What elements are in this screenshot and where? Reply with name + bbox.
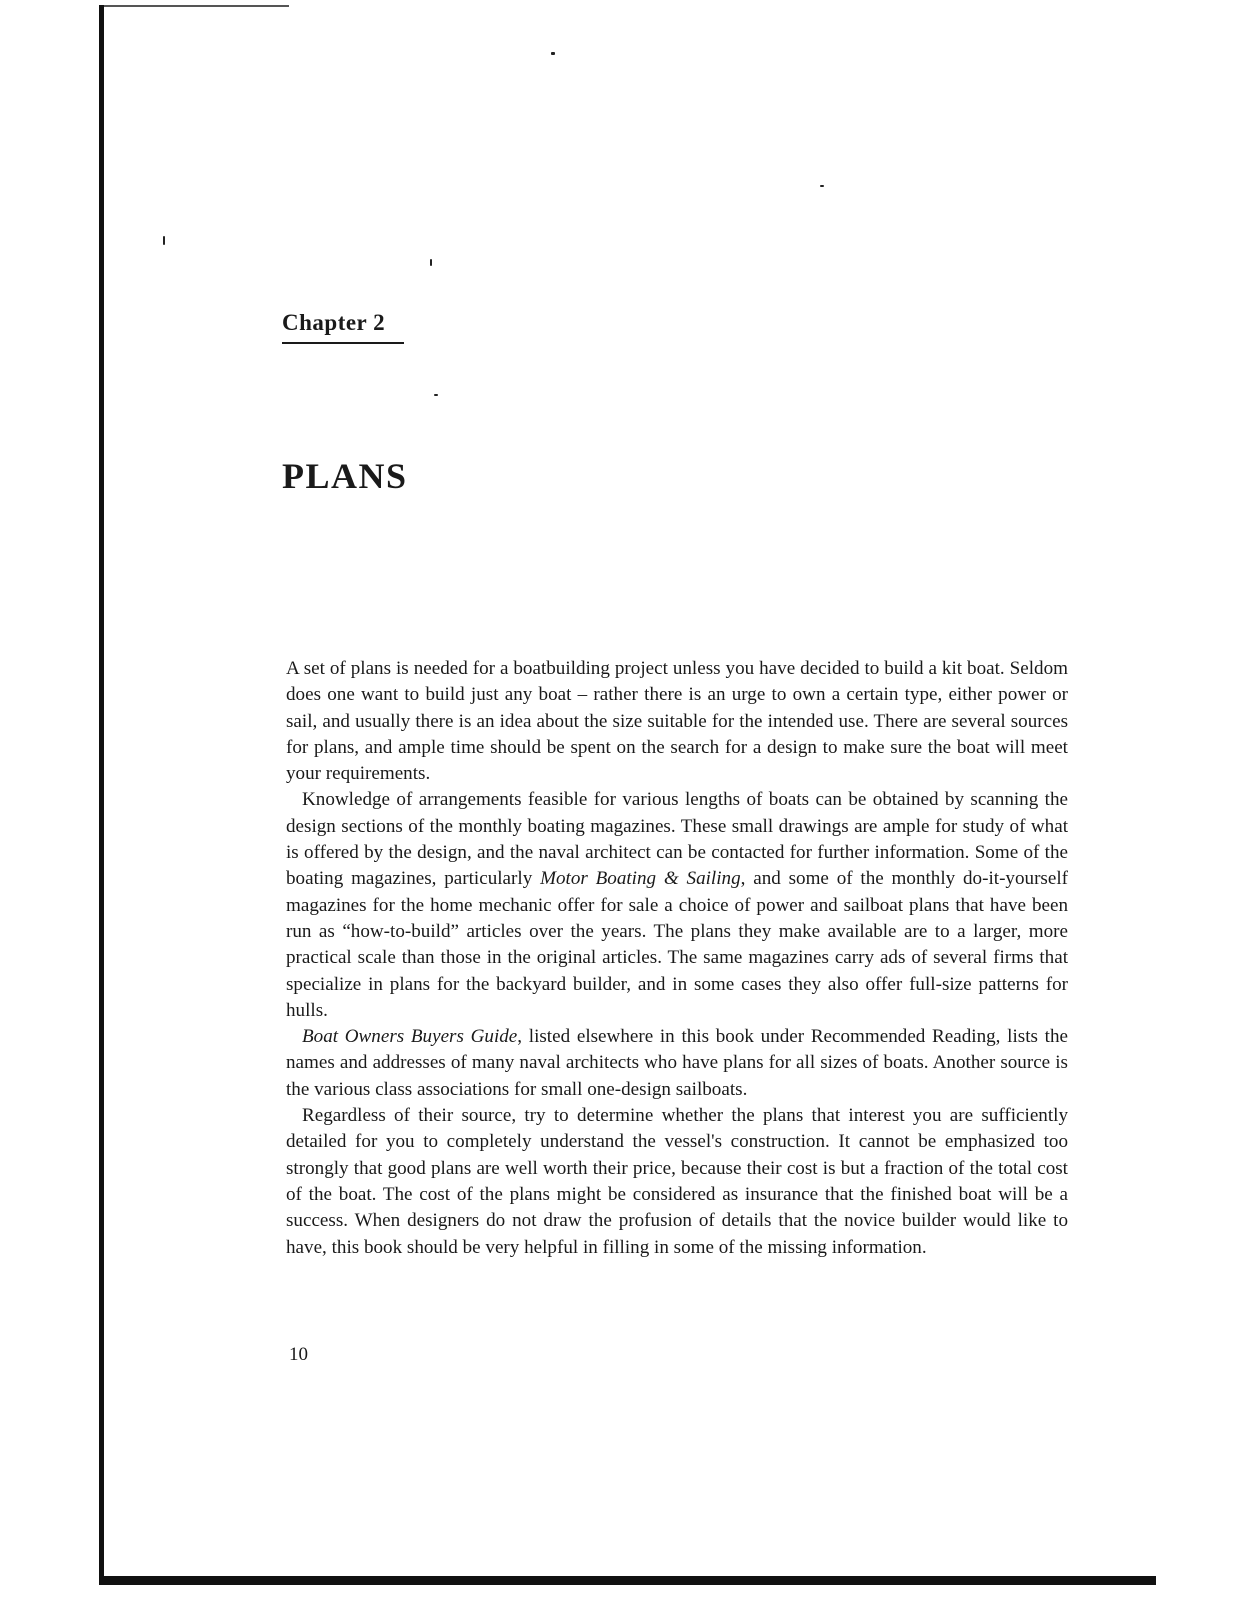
chapter-title: PLANS <box>282 456 408 496</box>
page-number: 10 <box>289 1344 308 1365</box>
body-text <box>286 656 1068 1261</box>
scan-speck <box>551 52 555 55</box>
paragraph-text: , and some of the monthly do-it-yourself magazines for the home mechanic offer for sale a choice of power and sailboat plans that have been run as “how-to-build” articles over the years. The plans they make available are to a larger, more practical scale than those in the original articles. The same magazines carry ads of several firms that specialize in plans for the backyard builder, and in some cases they also offer full-size patterns for hulls. <box>286 868 1068 1021</box>
scan-speck <box>430 259 432 266</box>
paragraph-text: Knowledge of arrangements feasible for various lengths of boats can be obtained by scanning the design sections of the monthly boating magazines. These small drawings are ample for study of what is offered by the design, and the naval architect can be contacted for further information. Some of the boating magazines, particularly <box>286 789 1068 890</box>
scan-edge-left <box>99 5 104 1585</box>
chapter-label: Chapter 2 <box>282 310 404 344</box>
paragraph-buyers-guide <box>286 1024 1068 1103</box>
scan-speck <box>820 185 824 187</box>
scan-speck <box>163 236 165 245</box>
scan-speck <box>434 394 438 396</box>
paragraph-magazines <box>286 787 1068 1024</box>
book-title: Boat Owners Buyers Guide <box>302 1026 518 1048</box>
scan-edge-top <box>99 5 289 7</box>
paragraph-plan-detail: Regardless of their source, try to determine whether the plans that interest you are sufficiently detailed for you to completely understand the vessel's construction. It cannot be emphasized too strongly that good plans are well worth their price, because their cost is but a fraction of the total cost of the boat. The cost of the plans might be considered as insurance that the finished boat will be a success. When designers do not draw the profusion of details that the novice builder would like to have, this book should be very helpful in filling in some of the missing information. <box>286 1105 1068 1258</box>
magazine-title: Motor Boating & Sailing <box>540 868 741 890</box>
paragraph-intro: A set of plans is needed for a boatbuilding project unless you have decided to build a kit boat. Seldom does one want to build just any boat – rather there is an urge to own a certain type, either power or sail, and usually there is an idea about the size suitable for the intended use. There are several sources for plans, and ample time should be spent on the search for a design to make sure the boat will meet your requirements. <box>286 658 1068 785</box>
scan-edge-bottom <box>99 1576 1156 1585</box>
paragraph-text: , listed elsewhere in this book under Recommended Reading, lists the names and addresses of many naval architects who have plans for all sizes of boats. Another source is the various class associations for small one-design sailboats. <box>286 1026 1068 1100</box>
